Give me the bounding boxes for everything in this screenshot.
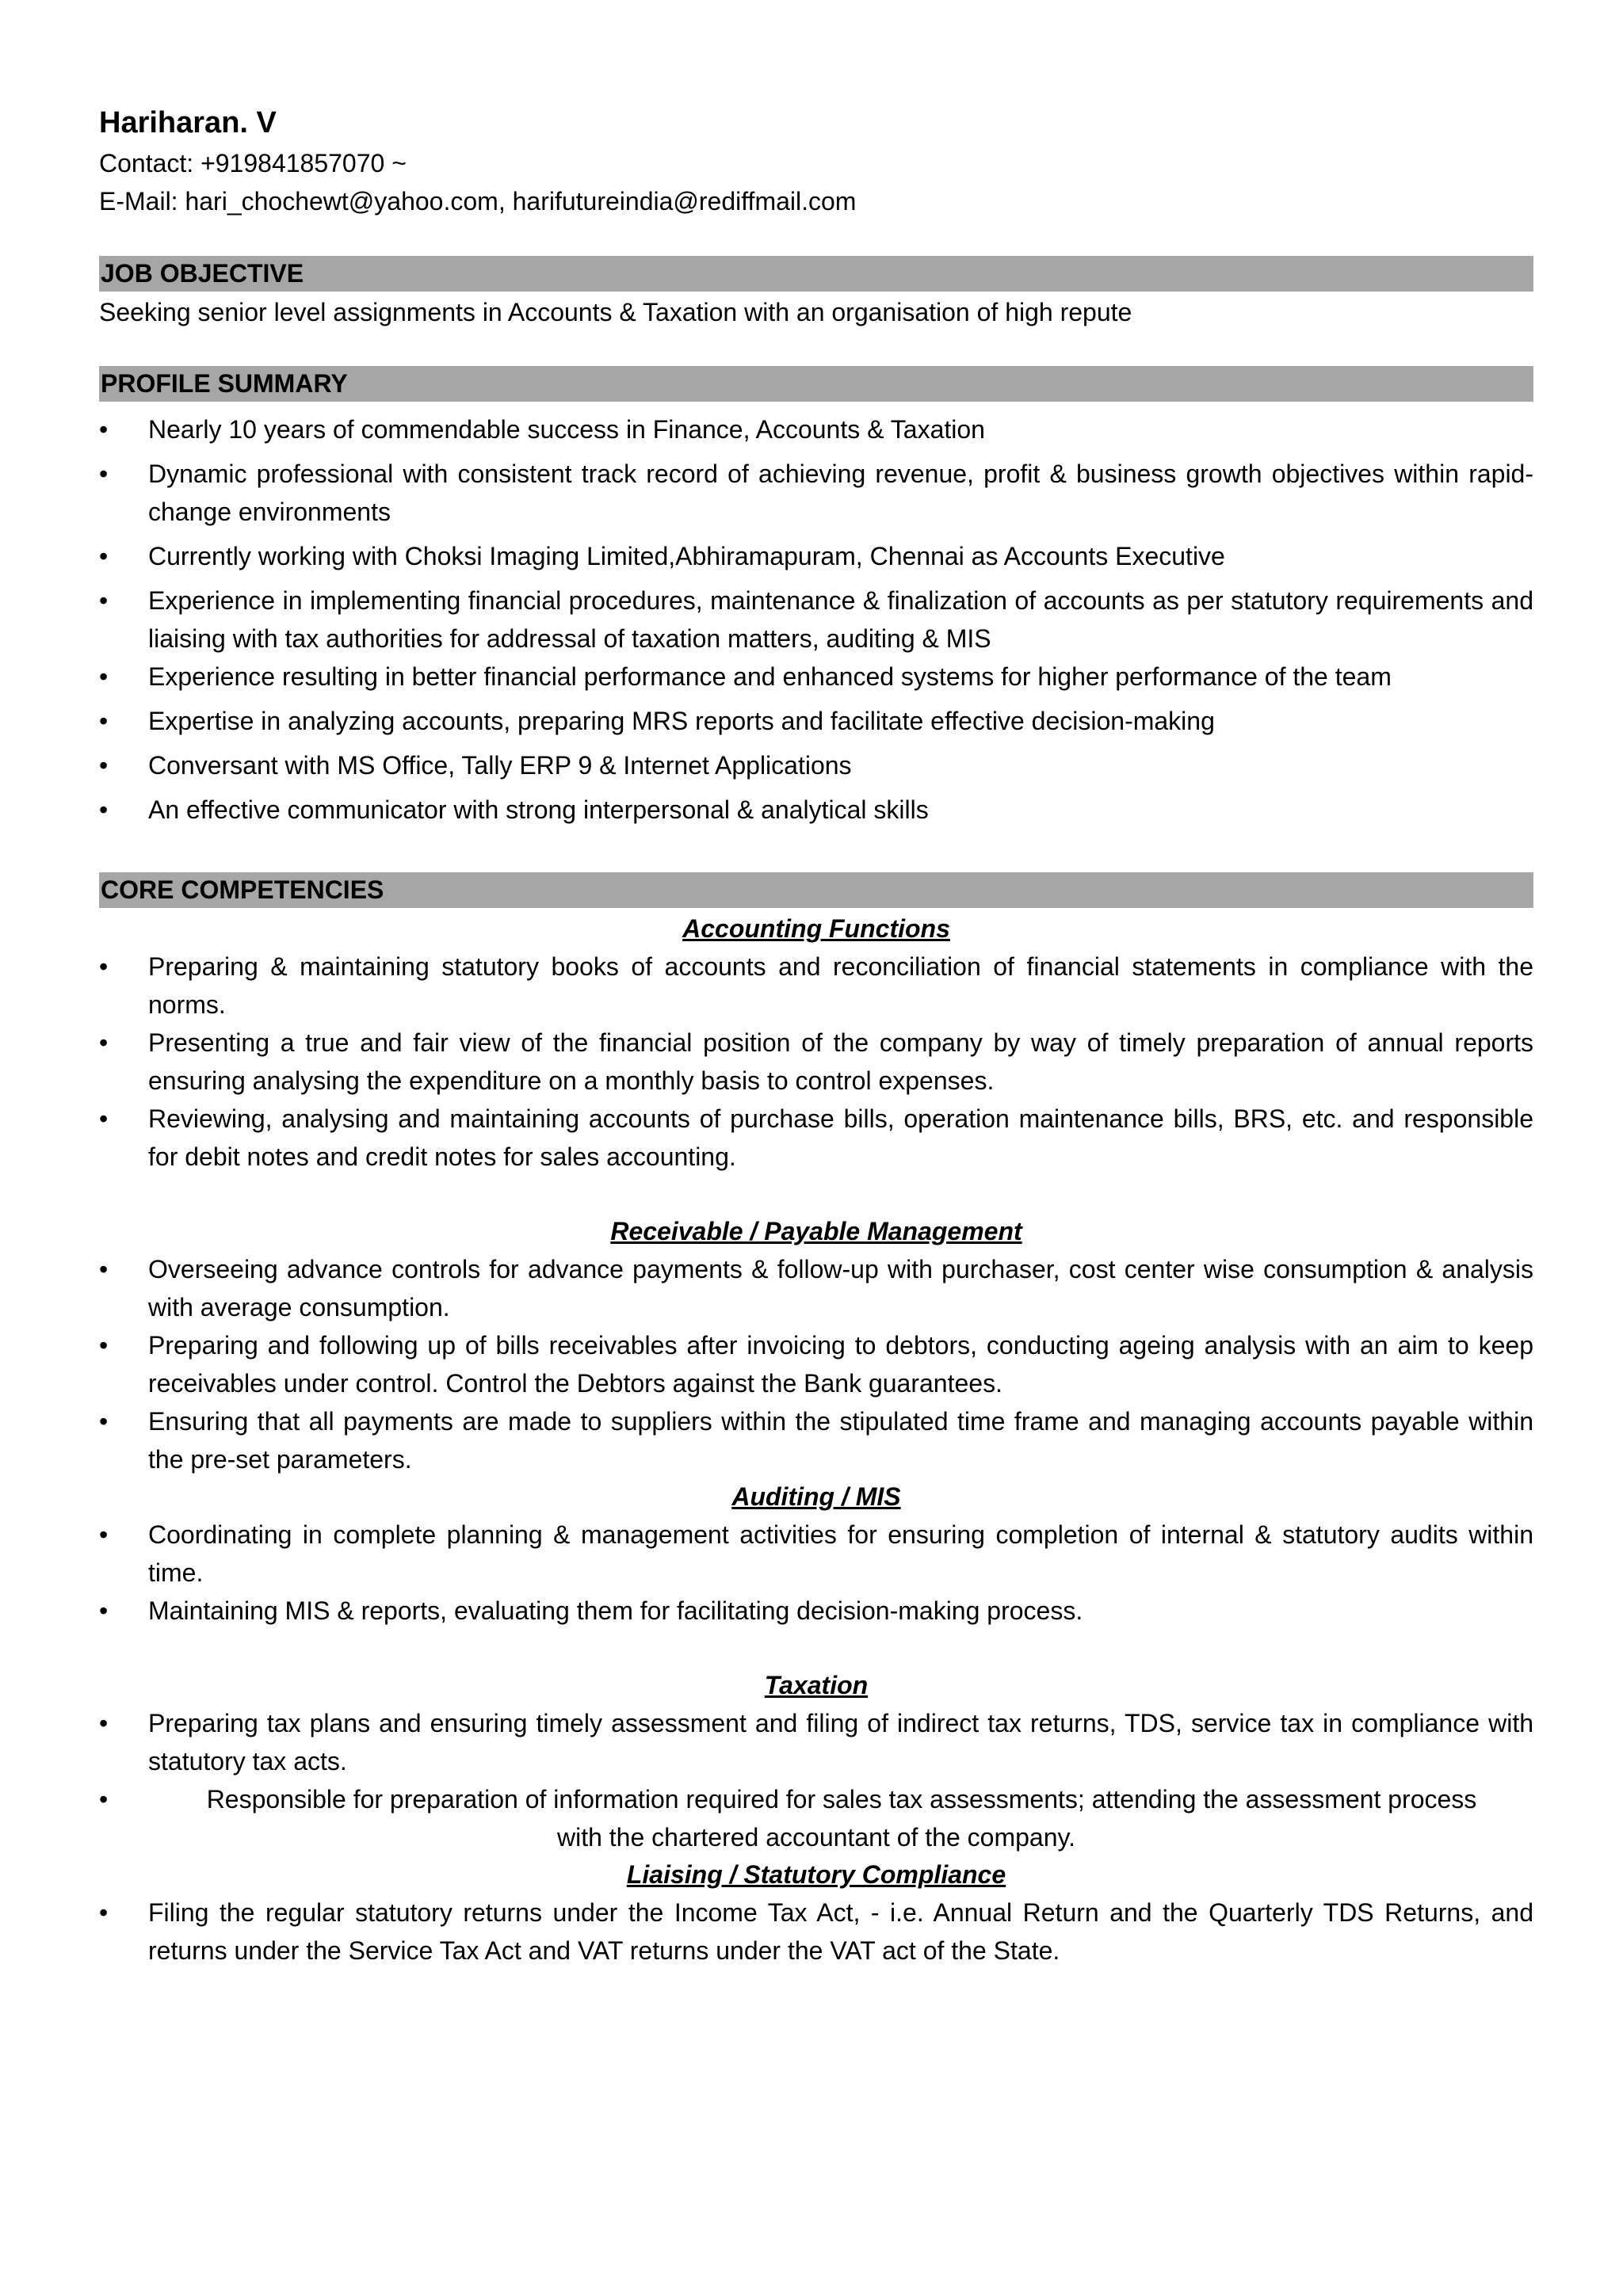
bullet-icon: • [99, 542, 109, 570]
list-item: • Expertise in analyzing accounts, preparing MRS reports and facilitate effective decision-making [99, 702, 1533, 740]
bullet-icon: • [99, 751, 109, 780]
job-objective-text: Seeking senior level assignments in Accounts & Taxation with an organisation of high repute [99, 298, 1132, 326]
receivable-payable-list [99, 1250, 1533, 1478]
list-item: • Preparing & maintaining statutory books of accounts and reconciliation of financial statements in compliance with the norms. [99, 948, 1533, 1024]
bullet-icon: • [99, 1898, 109, 1927]
liaising-compliance-title: Liaising / Statutory Compliance [626, 1860, 1006, 1889]
list-item: • Preparing tax plans and ensuring timely assessment and filing of indirect tax returns, TDS, service tax in compliance with statutory tax acts. [99, 1704, 1533, 1780]
bullet-icon: • [99, 1407, 109, 1436]
list-item: • Nearly 10 years of commendable success in Finance, Accounts & Taxation [99, 410, 1533, 448]
receivable-payable-title: Receivable / Payable Management [610, 1217, 1022, 1245]
bullet-icon: • [99, 586, 109, 615]
accounting-functions-title: Accounting Functions [682, 914, 950, 943]
list-item: • Filing the regular statutory returns under the Income Tax Act, - i.e. Annual Return and the Quarterly TDS Returns, and returns under the Service Tax Act and VAT returns under the VAT act of the State. [99, 1894, 1533, 1970]
list-item: • Conversant with MS Office, Tally ERP 9 & Internet Applications [99, 746, 1533, 784]
bullet-icon: • [99, 1104, 109, 1133]
list-item: • Overseeing advance controls for advance payments & follow-up with purchaser, cost center wise consumption & analysis with average consumption. [99, 1250, 1533, 1326]
taxation-title: Taxation [764, 1671, 869, 1699]
list-item: • Reviewing, analysing and maintaining accounts of purchase bills, operation maintenance bills, BRS, etc. and responsible for debit notes and credit notes for sales accounting. [99, 1100, 1533, 1176]
list-item: • Dynamic professional with consistent track record of achieving revenue, profit & business growth objectives within rapid-change environments [99, 455, 1533, 531]
list-item: • Coordinating in complete planning & management activities for ensuring completion of internal & statutory audits within time. [99, 1516, 1533, 1592]
email-addresses: E-Mail: hari_chochewt@yahoo.com, harifutureindia@rediffmail.com [99, 187, 857, 215]
auditing-mis-title: Auditing / MIS [731, 1482, 901, 1511]
list-item: • Responsible for preparation of information required for sales tax assessments; attending the assessment process with the chartered accountant of the company. [99, 1780, 1533, 1856]
list-item: • An effective communicator with strong interpersonal & analytical skills [99, 791, 1533, 829]
bullet-icon: • [99, 1520, 109, 1549]
bullet-icon: • [99, 415, 109, 444]
auditing-mis-list [99, 1516, 1533, 1630]
profile-summary-list [99, 410, 1533, 829]
liaising-compliance-list [99, 1894, 1533, 1970]
bullet-icon: • [99, 1785, 109, 1814]
candidate-name: Hariharan. V [99, 106, 277, 139]
bullet-icon: • [99, 1709, 109, 1737]
list-item: • Experience resulting in better financial performance and enhanced systems for higher performance of the team [99, 658, 1533, 696]
bullet-icon: • [99, 795, 109, 824]
list-item: • Experience in implementing financial procedures, maintenance & finalization of accounts as per statutory requirements and liaising with tax authorities for addressal of taxation matters, auditing & MIS [99, 582, 1533, 658]
bullet-icon: • [99, 952, 109, 981]
job-objective-heading: JOB OBJECTIVE [99, 256, 1533, 292]
bullet-icon: • [99, 662, 109, 691]
list-item: • Preparing and following up of bills receivables after invoicing to debtors, conducting ageing analysis with an aim to keep receivables under control. Control the Debtors against the Bank guarantees. [99, 1326, 1533, 1402]
profile-summary-heading: PROFILE SUMMARY [99, 366, 1533, 402]
bullet-icon: • [99, 707, 109, 735]
list-item: • Presenting a true and fair view of the financial position of the company by way of timely preparation of annual reports ensuring analysing the expenditure on a monthly basis to control expenses. [99, 1024, 1533, 1100]
core-competencies-heading: CORE COMPETENCIES [99, 872, 1533, 908]
taxation-list [99, 1704, 1533, 1856]
contact-number: Contact: +919841857070 ~ [99, 149, 407, 177]
accounting-functions-list [99, 948, 1533, 1176]
bullet-icon: • [99, 1255, 109, 1283]
bullet-icon: • [99, 1028, 109, 1057]
bullet-icon: • [99, 1331, 109, 1360]
list-item: • Ensuring that all payments are made to suppliers within the stipulated time frame and managing accounts payable within the pre-set parameters. [99, 1402, 1533, 1478]
bullet-icon: • [99, 460, 109, 488]
bullet-icon: • [99, 1596, 109, 1625]
list-item: • Maintaining MIS & reports, evaluating them for facilitating decision-making process. [99, 1592, 1533, 1630]
list-item: • Currently working with Choksi Imaging Limited,Abhiramapuram, Chennai as Accounts Executive [99, 537, 1533, 575]
